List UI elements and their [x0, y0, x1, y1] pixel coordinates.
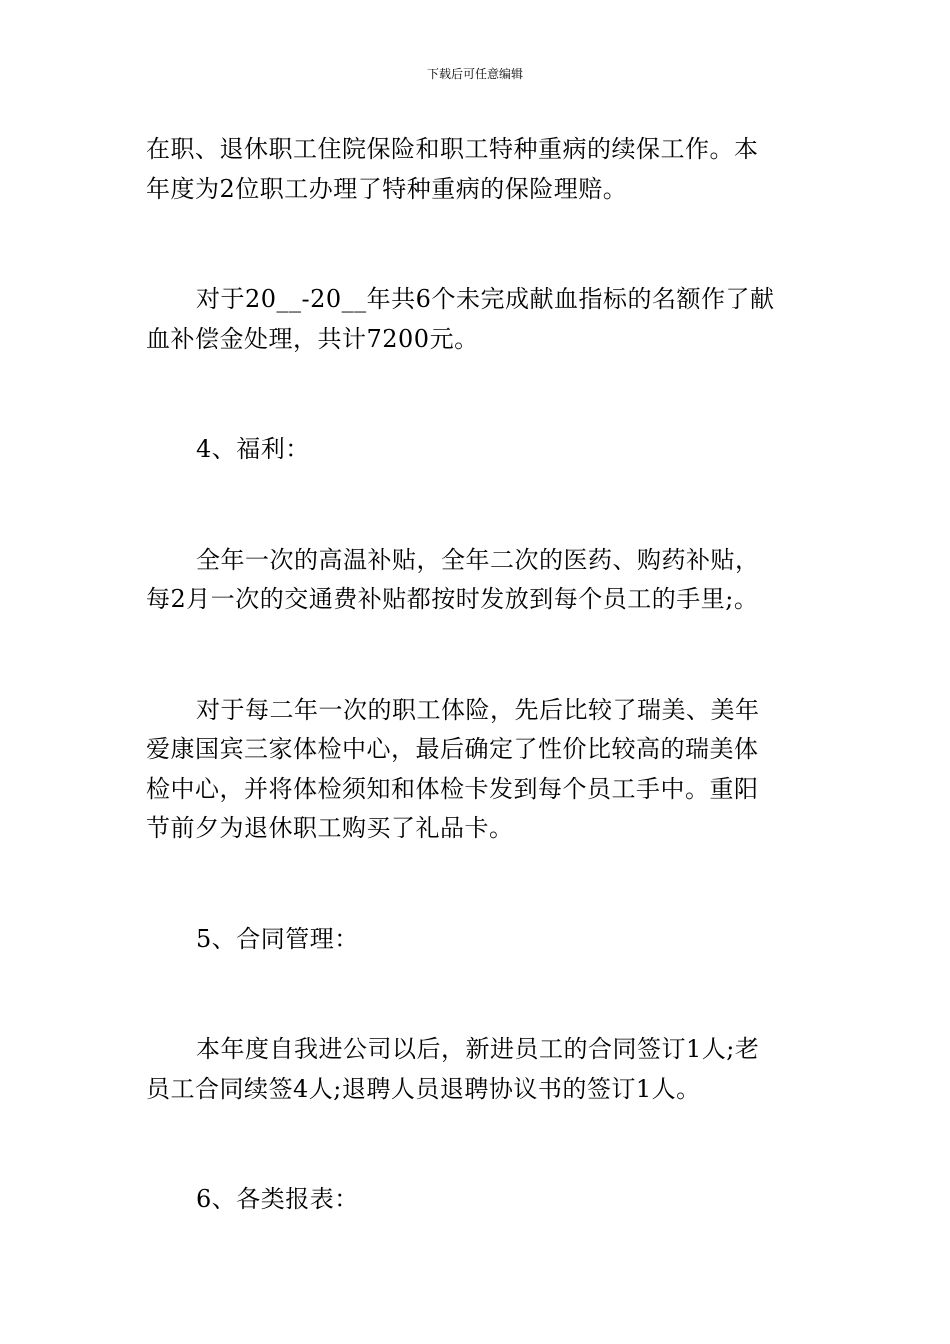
section-heading-text: 4、福利： — [196, 435, 310, 463]
section-heading-text: 5、合同管理： — [196, 924, 359, 953]
paragraph-line: 检中心，并将体检须知和体检卡发到每个员工手中。重阳 — [146, 774, 759, 803]
paragraph-line: 对于20__-20__年共6个未完成献血指标的名额作了献 — [196, 285, 775, 313]
paragraph-blood-donation — [146, 280, 811, 359]
paragraph-insurance — [146, 130, 811, 209]
document-body — [146, 130, 811, 1220]
paragraph-line: 每2月一次的交通费补贴都按时发放到每个员工的手里;。 — [146, 585, 759, 613]
section-heading-reports — [146, 1180, 811, 1220]
paragraph-line: 对于每二年一次的职工体险，先后比较了瑞美、美年 — [196, 695, 760, 724]
page-header-note: 下载后可任意编辑 — [426, 67, 523, 81]
paragraph-contracts — [146, 1030, 811, 1109]
paragraph-health-check — [146, 691, 811, 849]
paragraph-line: 全年一次的高温补贴，全年二次的医药、购药补贴， — [196, 545, 760, 574]
paragraph-line: 血补偿金处理，共计7200元。 — [146, 324, 479, 353]
section-heading-contracts — [146, 920, 811, 960]
paragraph-subsidies — [146, 541, 811, 620]
section-heading-text: 6、各类报表： — [196, 1185, 359, 1213]
paragraph-line: 年度为2位职工办理了特种重病的保险理赔。 — [146, 174, 628, 203]
paragraph-line: 本年度自我进公司以后，新进员工的合同签订1人;老 — [196, 1035, 760, 1063]
paragraph-line: 爱康国宾三家体检中心，最后确定了性价比较高的瑞美体 — [146, 735, 759, 763]
section-heading-welfare — [146, 430, 811, 470]
paragraph-line: 员工合同续签4人;退聘人员退聘协议书的签订1人。 — [146, 1074, 701, 1103]
paragraph-line: 节前夕为退休职工购买了礼品卡。 — [146, 814, 514, 842]
paragraph-line: 在职、退休职工住院保险和职工特种重病的续保工作。本 — [146, 135, 759, 163]
